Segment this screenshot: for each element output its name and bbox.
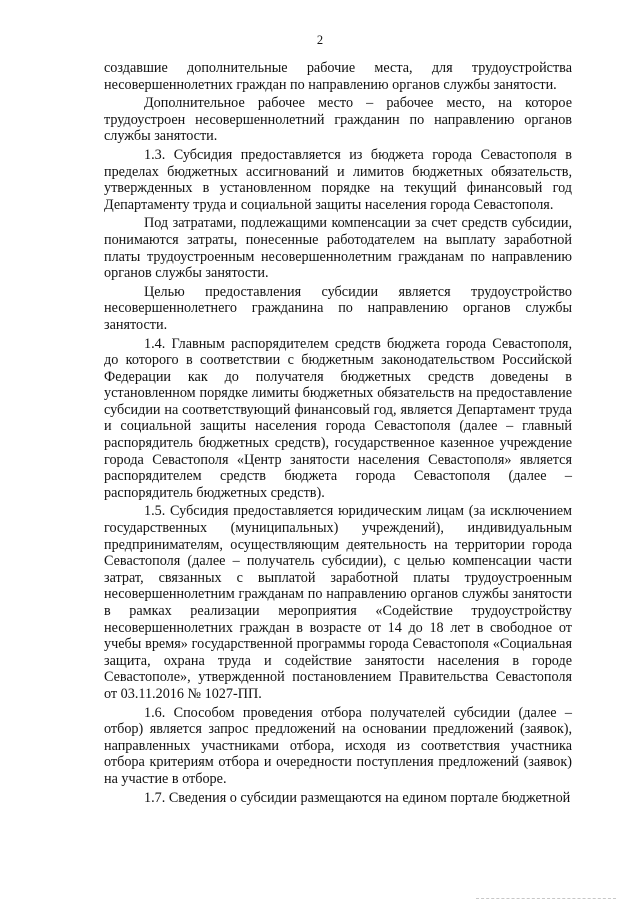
footer-divider [476,898,616,899]
paragraph-purpose: Целью предоставления субсидии является трудоустройство несовершеннолетнего гражданина по направлению органов службы занятости. [104,283,572,333]
paragraph-1-6: 1.6. Способом проведения отбора получателей субсидии (далее – отбор) является запрос предложений на основании предложений (заявок), направленных участниками отбора, исходя из соответствия участника отбора критериям отбора и очередности поступления предложений (заявок) на участие в отборе. [104,704,572,787]
paragraph-1-4: 1.4. Главным распорядителем средств бюджета города Севастополя, до которого в соответствии с бюджетным законодательством Российской Федерации как до получателя бюджетных средств доведены в установленном порядке лимиты бюджетных обязательств на предоставление субсидии на соответствующий финансовый год, является Департамент труда и социальной защиты населения города Севастополя (далее – главный распорядитель бюджетных средств), государственное казенное учреждение города Севастополя «Центр занятости населения Севастополя» является распорядителем средств бюджета города Севастополя (далее – распорядитель бюджетных средств). [104,335,572,501]
paragraph-continuation: создавшие дополнительные рабочие места, для трудоустройства несовершеннолетних граждан по направлению органов службы занятости. [104,60,572,93]
paragraph-1-3: 1.3. Субсидия предоставляется из бюджета города Севастополя в пределах бюджетных ассигнований и лимитов бюджетных обязательств, утвержденных в установленном порядке на текущий финансовый год Департаменту труда и социальной защиты населения города Севастополя. [104,146,572,213]
document-body [104,60,572,806]
paragraph-1-5: 1.5. Субсидия предоставляется юридическим лицам (за исключением государственных (муниципальных) учреждений), индивидуальным предпринимателям, осуществляющим деятельность на территории города Севастополя (далее – получатель субсидии), с целью компенсации части затрат, связанных с выплатой заработной платы трудоустроенным несовершеннолетним гражданам по направлению органов службы занятости в рамках реализации мероприятия «Содействие трудоустройству несовершеннолетних граждан в возрасте от 14 до 18 лет в свободное от учебы время» государственной программы города Севастополя «Социальная защита, охрана труда и содействие занятости населения в городе Севастополе», утвержденной постановлением Правительства Севастополя от 03.11.2016 № 1027-ПП. [104,503,572,702]
paragraph-costs: Под затратами, подлежащими компенсации за счет средств субсидии, понимаются затраты, понесенные работодателем на выплату заработной платы трудоустроенным несовершеннолетним гражданам по направлению органов службы занятости. [104,215,572,282]
paragraph-1-7: 1.7. Сведения о субсидии размещаются на едином портале бюджетной [144,789,571,806]
page-number: 2 [316,33,324,47]
paragraph-additional-workplace: Дополнительное рабочее место – рабочее место, на которое трудоустроен несовершеннолетний гражданин по направлению органов службы занятости. [104,95,572,145]
